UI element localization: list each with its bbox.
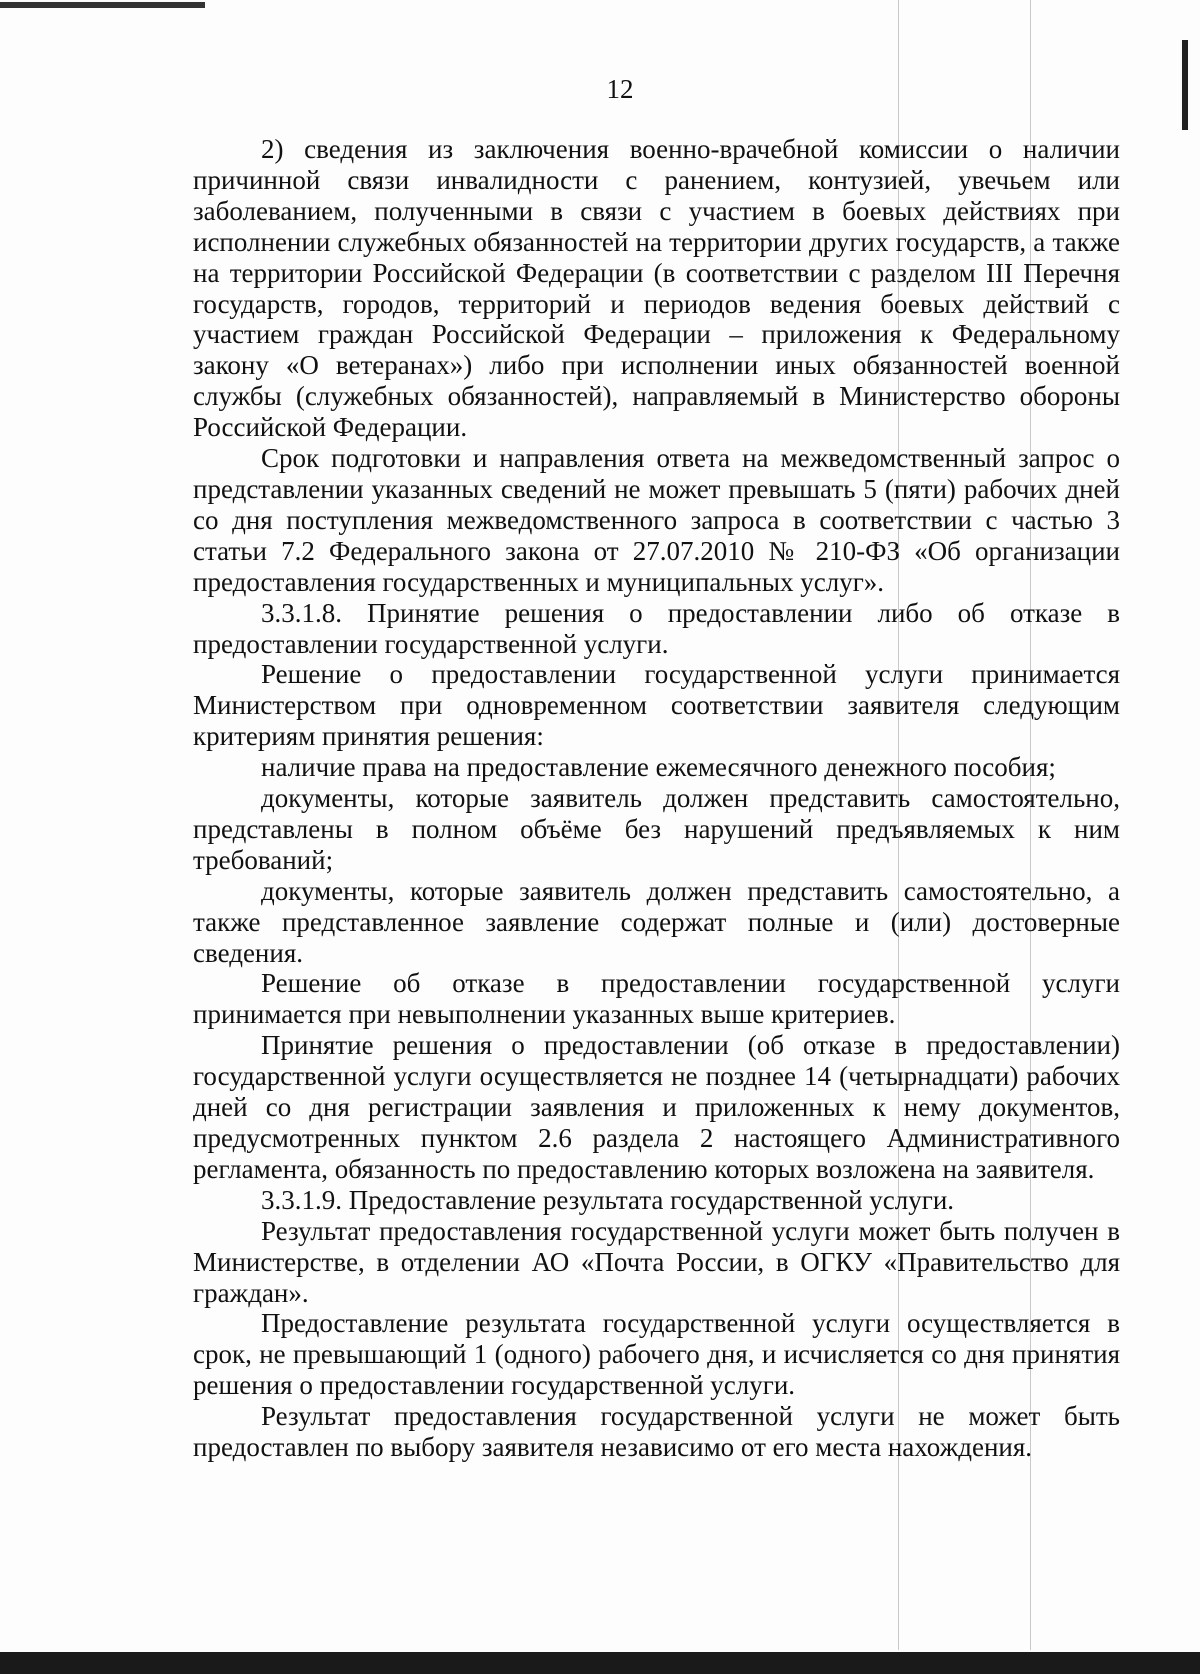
paragraph: 3.3.1.9. Предоставление результата государственной услуги. [261,1184,955,1215]
paragraph: Решение об отказе в предоставлении государственной услуги принимается при невыполнении указанных выше критериев. [193,968,1120,1030]
paragraph: Срок подготовки и направления ответа на межведомственный запрос о представлении указанных сведений не может превышать 5 (пяти) рабочих дней со дня поступления межведомственного запроса в соответствии с частью 3 статьи 7.2 Федерального закона от 27.07.2010 № 210-ФЗ «Об организации предоставления государственных и муниципальных услуг». [193,443,1120,597]
paragraph: 3.3.1.8. Принятие решения о предоставлении либо об отказе в предоставлении государственной услуги. [193,597,1120,659]
paragraph: документы, которые заявитель должен представить самостоятельно, представлены в полном объёме без нарушений предъявляемых к ним требований; [193,783,1120,875]
scan-bottom-edge [0,1652,1200,1674]
paragraph: документы, которые заявитель должен представить самостоятельно, а также представленное заявление содержат полные и (или) достоверные сведения. [193,875,1120,968]
paragraph: 2) сведения из заключения военно-врачебной комиссии о наличии причинной связи инвалидности с ранением, контузией, увечьем или заболеванием, полученными в связи с участием в боевых действиях при исполнении служебных обязанностей на территории других государств, а также на территории Российской Федерации (в соответствии с разделом III Перечня государств, городов, территорий и периодов ведения боевых действий с участием граждан Российской Федерации – приложения к Федеральному закону «О ветеранах») либо при исполнении иных обязанностей военной службы (служебных обязанностей), направляемый в Министерство обороны Российской Федерации. [193,134,1120,443]
paragraph: Решение о предоставлении государственной услуги принимается Министерством при одновременном соответствии заявителя следующим критериям принятия решения: [193,659,1120,752]
paragraph: Результат предоставления государственной услуги может быть получен в Министерстве, в отделении АО «Почта России, в ОГКУ «Правительство для граждан». [193,1215,1120,1308]
page-number: 12 [606,74,634,104]
paragraph: Принятие решения о предоставлении (об отказе в предоставлении) государственной услуги осуществляется не позднее 14 (четырнадцати) рабочих дней со дня регистрации заявления и приложенных к нему документов, предусмотренных пунктом 2.6 раздела 2 настоящего Административного регламента, обязанность по предоставлению которых возложена на заявителя. [193,1030,1120,1184]
paragraph: наличие права на предоставление ежемесячного денежного пособия; [261,752,1056,783]
paragraph: Результат предоставления государственной услуги не может быть предоставлен по выбору заявителя независимо от его места нахождения. [193,1401,1120,1463]
scan-edge-mark [0,2,205,8]
body-text [193,134,1120,1463]
paragraph: Предоставление результата государственной услуги осуществляется в срок, не превышающий 1 (одного) рабочего дня, и исчисляется со дня принятия решения о предоставлении государственной услуги. [193,1308,1120,1401]
